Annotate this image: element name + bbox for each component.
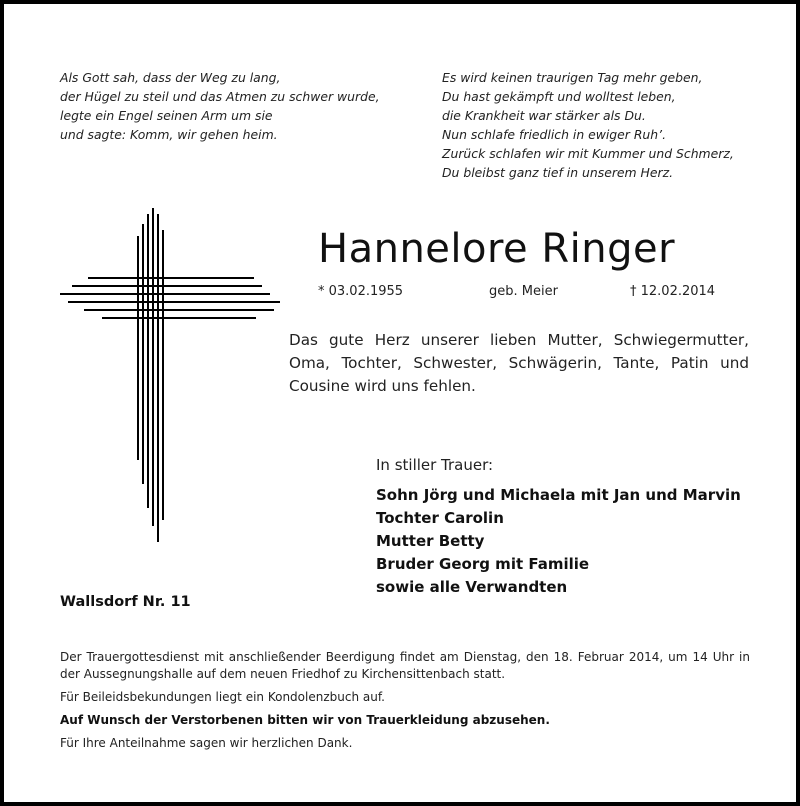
poem-line: und sagte: Komm, wir gehen heim. — [60, 127, 278, 142]
poem-line: der Hügel zu steil und das Atmen zu schwer wurde, — [60, 89, 380, 104]
tribute-text: Das gute Herz unserer lieben Mutter, Schwiegermutter, Oma, Tochter, Schwester, Schwägerin, Tante, Patin und Cousine wird uns fehlen. — [289, 331, 749, 395]
poem-line: Du bleibst ganz tief in unserem Herz. — [442, 165, 674, 180]
poem-line: Es wird keinen traurigen Tag mehr geben, — [442, 70, 703, 85]
mourner-entry: Mutter Betty — [376, 532, 485, 550]
birth-date: * 03.02.1955 — [318, 284, 404, 299]
notices — [60, 649, 750, 752]
maiden-name: geb. Meier — [489, 284, 558, 299]
poem-line: Zurück schlafen wir mit Kummer und Schmerz, — [442, 146, 734, 161]
poem-line: die Krankheit war stärker als Du. — [442, 108, 646, 123]
condolence-notice: Für Beileidsbekundungen liegt ein Kondolenzbuch auf. — [60, 690, 385, 704]
funeral-service-notice: Der Trauergottesdienst mit anschließender Beerdigung findet am Dienstag, den 18. Februar 2014, um 14 Uhr in der Aussegnungshalle auf dem neuen Friedhof zu Kirchensittenbach statt. — [60, 650, 750, 681]
poem-left — [60, 68, 380, 144]
mourning-label: In stiller Trauer: — [376, 456, 494, 474]
death-date: † 12.02.2014 — [630, 284, 716, 299]
poem-line: Du hast gekämpft und wolltest leben, — [442, 89, 676, 104]
address: Wallsdorf Nr. 11 — [60, 594, 191, 610]
deceased-name: Hannelore Ringer — [318, 226, 676, 272]
poem-line: Nun schlafe friedlich in ewiger Ruh’. — [442, 127, 667, 142]
mourners-list — [376, 484, 741, 599]
cross-icon — [58, 208, 298, 548]
thanks-notice: Für Ihre Anteilnahme sagen wir herzlichen Dank. — [60, 736, 353, 750]
poem-right — [442, 68, 734, 182]
mourner-entry: sowie alle Verwandten — [376, 578, 568, 596]
mourner-entry: Sohn Jörg und Michaela mit Jan und Marvin — [376, 486, 741, 504]
mourner-entry: Tochter Carolin — [376, 509, 504, 527]
mourner-entry: Bruder Georg mit Familie — [376, 555, 590, 573]
poem-line: Als Gott sah, dass der Weg zu lang, — [60, 70, 281, 85]
attire-notice: Auf Wunsch der Verstorbenen bitten wir von Trauerkleidung abzusehen. — [60, 713, 550, 727]
poem-line: legte ein Engel seinen Arm um sie — [60, 108, 273, 123]
